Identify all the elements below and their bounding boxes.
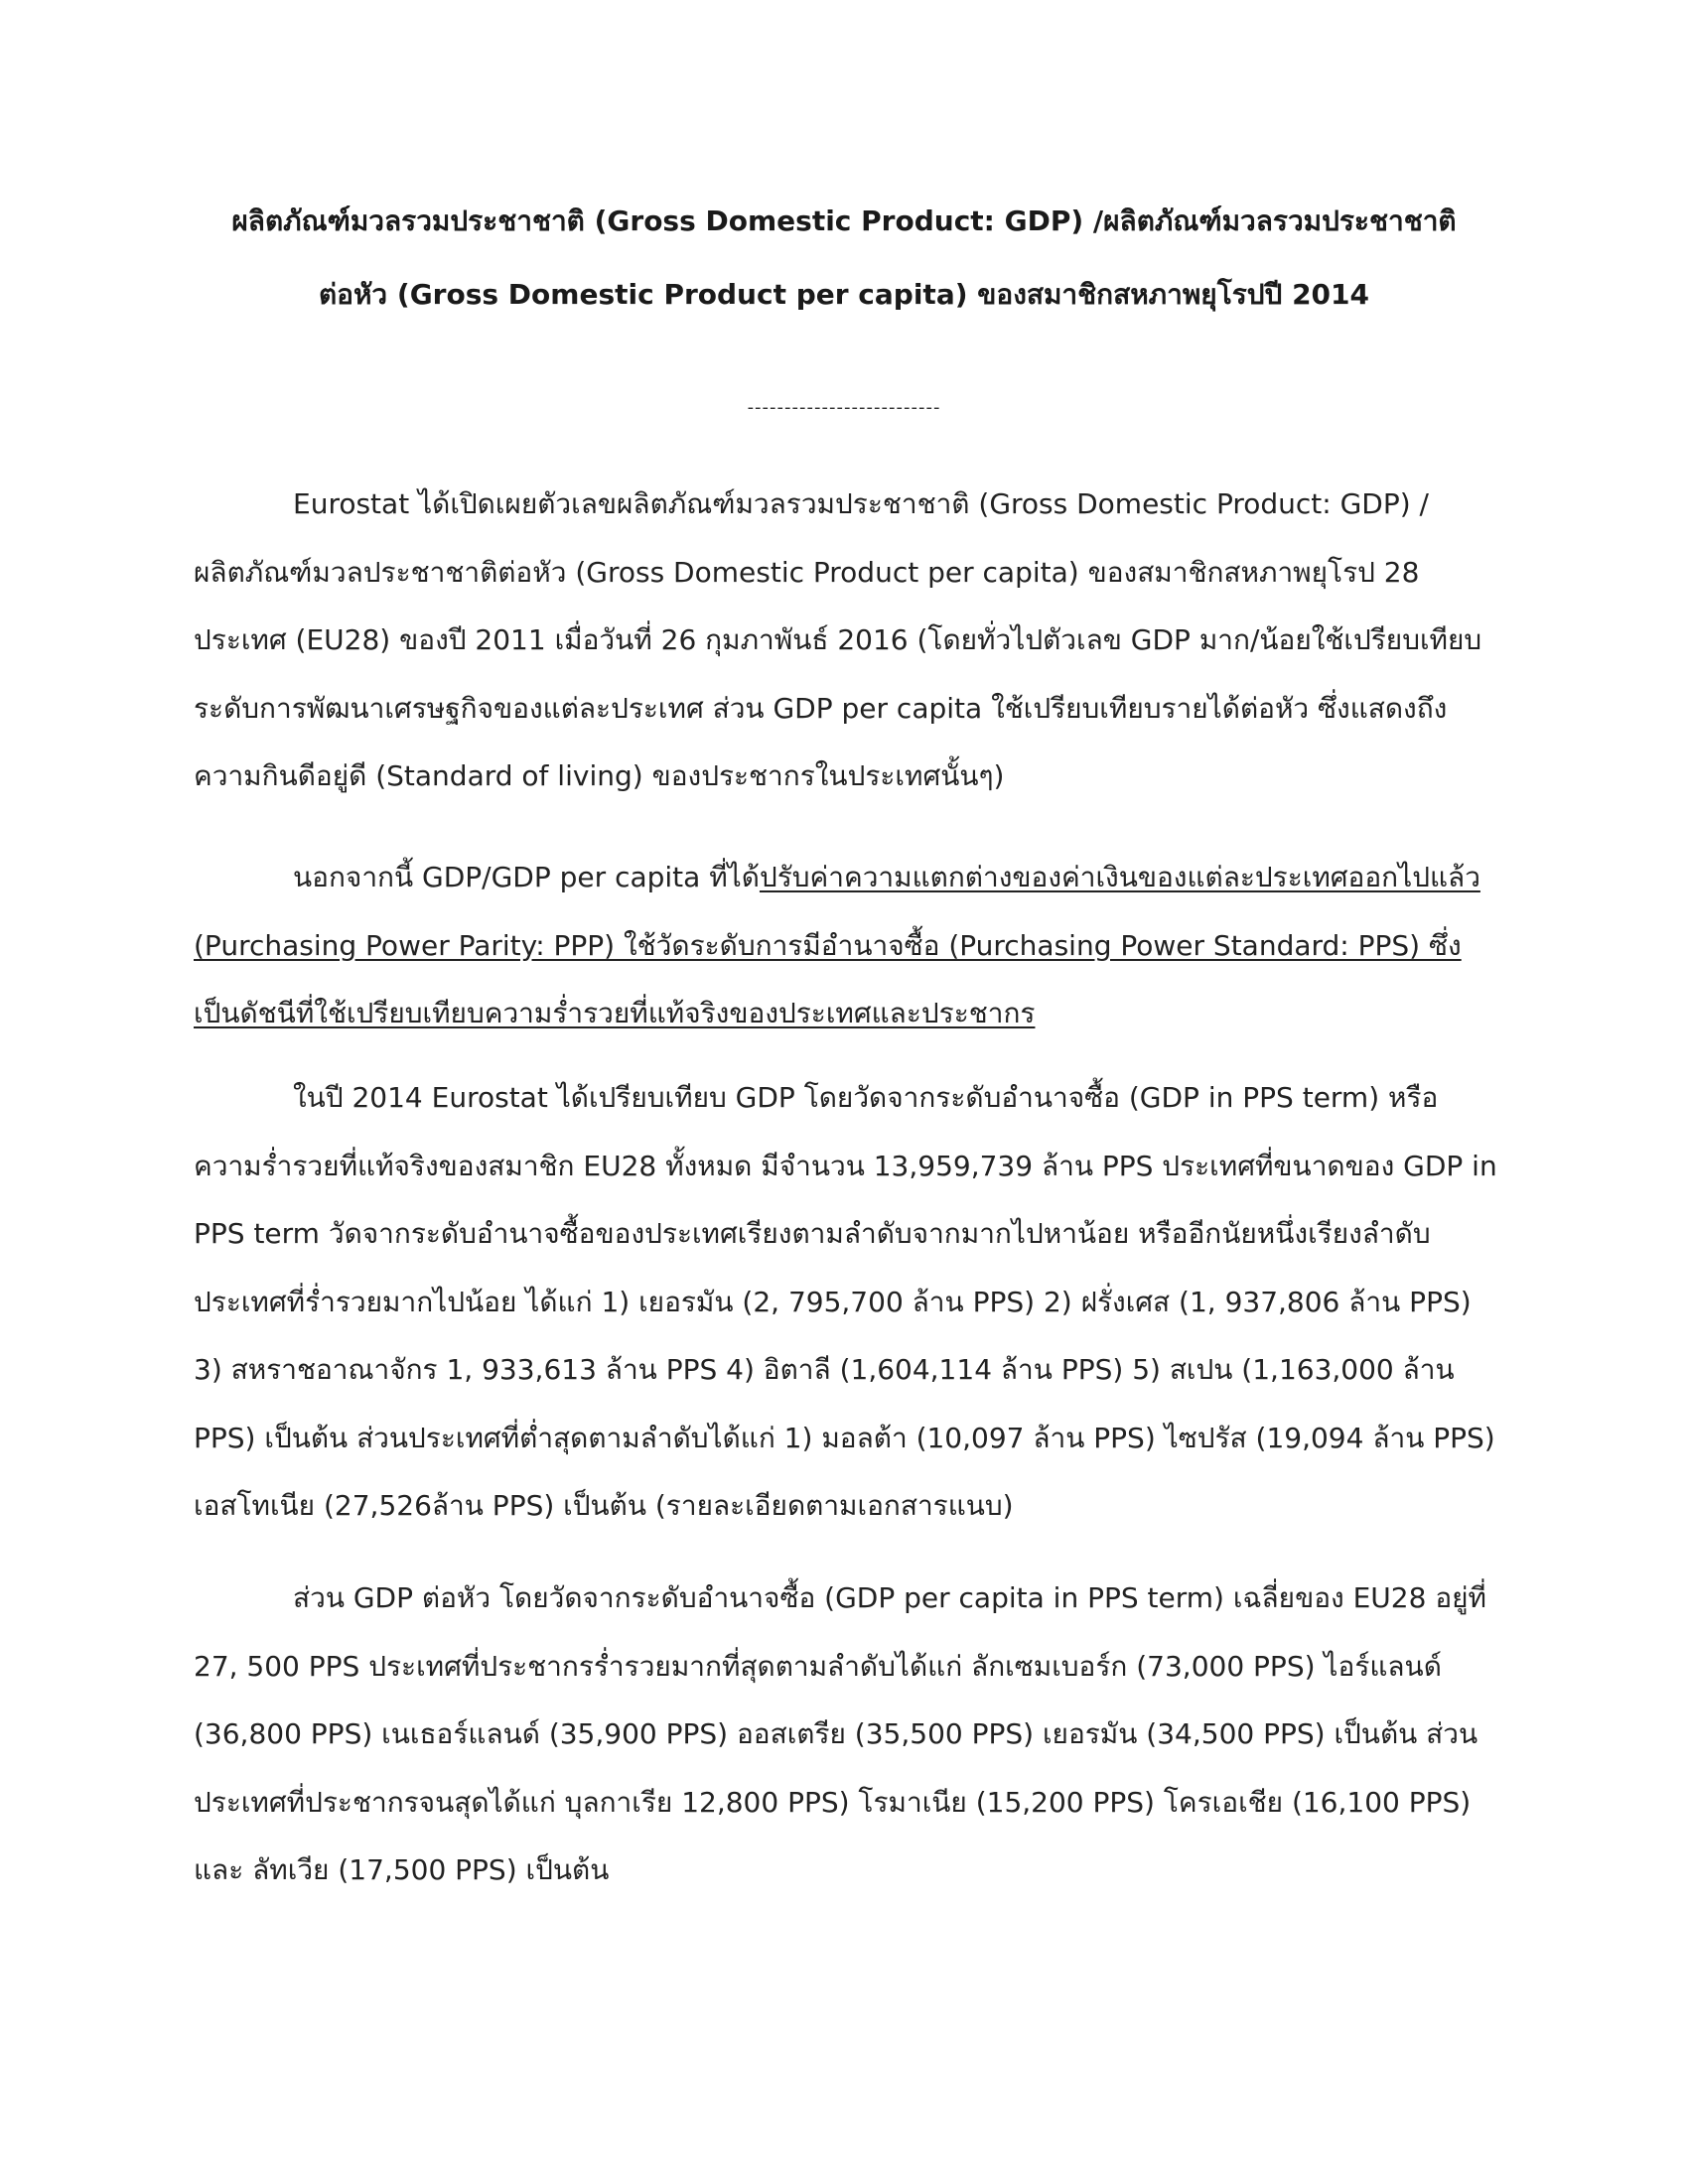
paragraph-1: Eurostat ได้เปิดเผยตัวเลขผลิตภัณฑ์มวลรวมประชาชาติ (Gross Domestic Product: GDP) / ผลิตภัณฑ์มวลประชาชาติต่อหัว (Gross Domestic Product per capita) ของสมาชิกสหภาพยุโรป 28 ประเทศ (EU28) ของปี 2011 เมื่อวันที่ 26 กุมภาพันธ์ 2016 (โดยทั่วไปตัวเลข GDP มาก/น้อยใช้เปรียบเทียบระดับการพัฒนาเศรษฐกิจของแต่ละประเทศ ส่วน GDP per capita ใช้เปรียบเทียบรายได้ต่อหัว ซึ่งแสดงถึงความกินดีอยู่ดี (Standard of living) ของประชากรในประเทศนั้นๆ) [194, 487, 1482, 792]
paragraph-3: ในปี 2014 Eurostat ได้เปรียบเทียบ GDP โดยวัดจากระดับอำนาจซื้อ (GDP in PPS term) หรือความร่ำรวยที่แท้จริงของสมาชิก EU28 ทั้งหมด มีจำนวน 13,959,739 ล้าน PPS ประเทศที่ขนาดของ GDP in PPS term วัดจากระดับอำนาจซื้อของประเทศเรียงตามลำดับจากมากไปหาน้อย หรืออีกนัยหนึ่งเรียงลำดับประเทศที่ร่ำรวยมากไปน้อย ได้แก่ 1) เยอรมัน (2, 795,700 ล้าน PPS) 2) ฝรั่งเศส (1, 937,806 ล้าน PPS) 3) สหราชอาณาจักร 1, 933,613 ล้าน PPS 4) อิตาลี (1,604,114 ล้าน PPS) 5) สเปน (1,163,000 ล้าน PPS) เป็นต้น ส่วนประเทศที่ต่ำสุดตามลำดับได้แก่ 1) มอลต้า (10,097 ล้าน PPS) ไซปรัส (19,094 ล้าน PPS) เอสโทเนีย (27,526ล้าน PPS) เป็นต้น (รายละเอียดตามเอกสารแนบ) [194, 1081, 1497, 1522]
paragraph-2 [194, 844, 1499, 1048]
paragraph-2-underlined: ปรับค่าความแตกต่างของค่าเงินของแต่ละประเทศออกไปแล้ว (Purchasing Power Parity: PPP) ใช้วัดระดับการมีอำนาจซื้อ (Purchasing Power Standard: PPS) ซึ่งเป็นดัชนีที่ใช้เปรียบเทียบความร่ำรวยที่แท้จริงของประเทศและประชากร [194, 861, 1480, 1029]
divider-line: -------------------------- [747, 397, 941, 418]
paragraph-2-lead: นอกจากนี้ GDP/GDP per capita ที่ได้ [293, 861, 760, 893]
paragraph-4: ส่วน GDP ต่อหัว โดยวัดจากระดับอำนาจซื้อ (GDP per capita in PPS term) เฉลี่ยของ EU28 อยู่ที่ 27, 500 PPS ประเทศที่ประชากรร่ำรวยมากที่สุดตามลำดับได้แก่ ลักเซมเบอร์ก (73,000 PPS) ไอร์แลนด์ (36,800 PPS) เนเธอร์แลนด์ (35,900 PPS) ออสเตรีย (35,500 PPS) เยอรมัน (34,500 PPS) เป็นต้น ส่วนประเทศที่ประชากรจนสุดได้แก่ บุลกาเรีย 12,800 PPS) โรมาเนีย (15,200 PPS) โครเอเชีย (16,100 PPS) และ ลัทเวีย (17,500 PPS) เป็นต้น [194, 1581, 1487, 1886]
title-line-1: ผลิตภัณฑ์มวลรวมประชาชาติ (Gross Domestic Product: GDP) /ผลิตภัณฑ์มวลรวมประชาชาติ [231, 205, 1457, 237]
title-line-2: ต่อหัว (Gross Domestic Product per capita) ของสมาชิกสหภาพยุโรปปี 2014 [318, 278, 1370, 311]
